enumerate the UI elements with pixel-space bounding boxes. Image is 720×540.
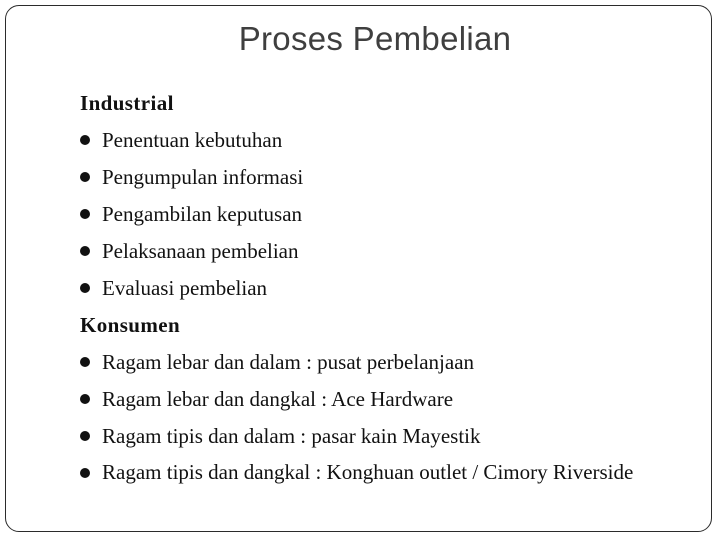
bullet-dot-icon: [80, 172, 90, 182]
bullet-text: Pelaksanaan pembelian: [102, 239, 299, 263]
bullet-item: [80, 271, 680, 308]
bullet-item: [80, 345, 680, 382]
bullet-text: Penentuan kebutuhan: [102, 128, 283, 152]
bullet-item: [80, 382, 680, 419]
bullet-dot-icon: [80, 246, 90, 256]
section-heading-industrial: Industrial: [80, 91, 174, 115]
bullet-text: Evaluasi pembelian: [102, 276, 268, 300]
bullet-text: Pengumpulan informasi: [102, 165, 304, 189]
bullet-item: [80, 234, 680, 271]
bullet-text: Ragam tipis dan dalam : pasar kain Mayestik: [102, 424, 481, 448]
bullet-item: [80, 197, 680, 234]
bullet-item: [80, 456, 680, 493]
bullet-dot-icon: [80, 209, 90, 219]
bullet-text: Pengambilan keputusan: [102, 202, 303, 226]
bullet-dot-icon: [80, 357, 90, 367]
bullet-item: [80, 123, 680, 160]
bullet-dot-icon: [80, 468, 90, 478]
slide-title: Proses Pembelian: [238, 20, 512, 57]
bullet-dot-icon: [80, 283, 90, 293]
section-heading-konsumen: Konsumen: [80, 313, 181, 337]
bullet-item: [80, 419, 680, 456]
bullet-dot-icon: [80, 431, 90, 441]
bullet-text: Ragam tipis dan dangkal : Konghuan outlet / Cimory Riverside: [102, 460, 634, 484]
bullet-dot-icon: [80, 394, 90, 404]
bullet-dot-icon: [80, 135, 90, 145]
bullet-item: [80, 160, 680, 197]
bullet-text: Ragam lebar dan dalam : pusat perbelanjaan: [102, 350, 475, 374]
slide-content: [80, 86, 680, 493]
bullet-text: Ragam lebar dan dangkal : Ace Hardware: [102, 387, 454, 411]
